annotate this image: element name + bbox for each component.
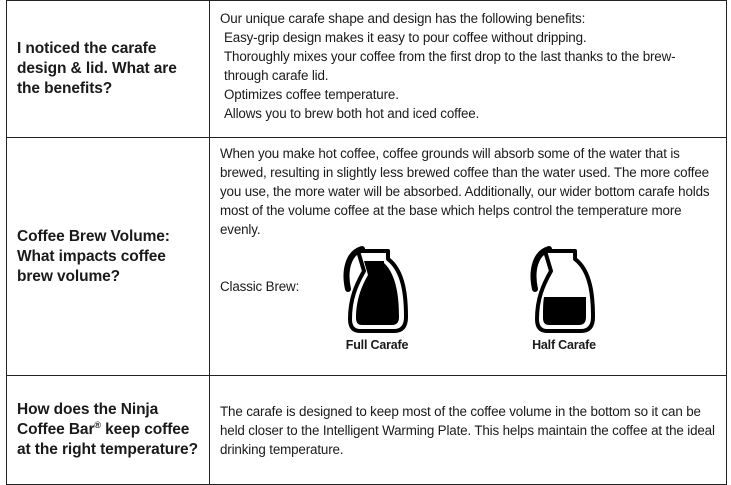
question-text: How does the Ninja Coffee Bar [17, 401, 159, 438]
benefit-item: Easy-grip design makes it easy to pour coffee without dripping. [224, 30, 587, 45]
full-carafe-caption: Full Carafe [345, 338, 409, 352]
faq-question [7, 376, 210, 485]
full-carafe-icon [342, 245, 412, 337]
half-carafe-figure [519, 245, 609, 352]
registered-mark: ® [94, 419, 101, 430]
faq-row [7, 138, 727, 376]
question-text: keep coffee at the right temperature? [17, 421, 198, 458]
benefit-item: Thoroughly mixes your coffee from the first drop to the last thanks to the brew-through carafe lid. [224, 49, 676, 83]
full-carafe-figure [332, 245, 422, 352]
half-carafe-icon [529, 245, 599, 337]
benefit-item: Optimizes coffee temperature. [224, 87, 399, 102]
half-carafe-caption: Half Carafe [532, 338, 596, 352]
faq-row [7, 1, 727, 138]
carafe-figures [220, 245, 718, 375]
faq-question: I noticed the carafe design & lid. What are the benefits? [7, 1, 210, 138]
faq-answer: The carafe is designed to keep most of the coffee volume in the bottom so it can be held closer to the Intelligent Warming Plate. This helps maintain the coffee at the ideal drinking temperature. [210, 376, 727, 485]
faq-table [6, 0, 727, 485]
benefits-intro: Our unique carafe shape and design has the following benefits: [220, 11, 586, 26]
brew-volume-text: When you make hot coffee, coffee grounds will absorb some of the water that is brewed, resulting in slightly less brewed coffee than the water used. The more coffee you use, the more water will be absorbed. Additionally, our wider bottom carafe holds most of the volume coffee at the base which helps control the temperature more evenly. [220, 146, 710, 237]
faq-row [7, 376, 727, 485]
benefit-item: Allows you to brew both hot and iced coffee. [224, 106, 480, 121]
faq-answer [210, 138, 727, 376]
faq-answer [210, 1, 727, 138]
classic-brew-label: Classic Brew: [220, 279, 300, 294]
faq-question: Coffee Brew Volume: What impacts coffee brew volume? [7, 138, 210, 376]
